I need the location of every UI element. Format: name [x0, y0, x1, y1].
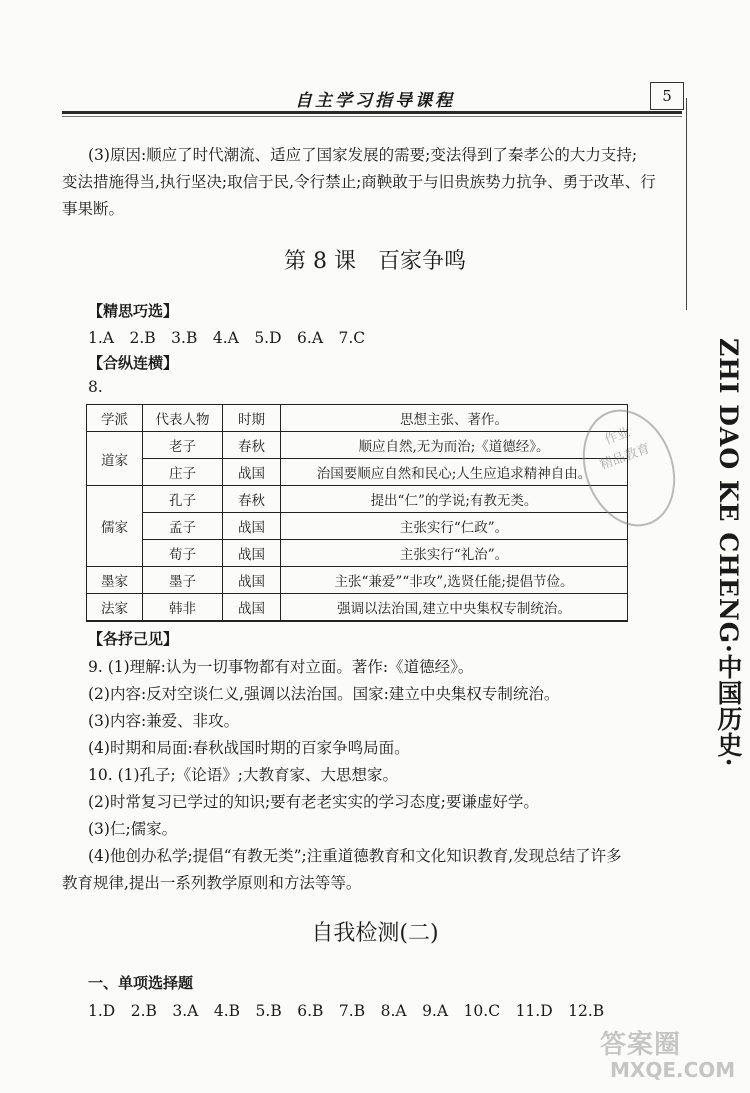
- table-cell-idea: 主张“兼爱”“非攻”,选贤任能;提倡节俭。: [281, 567, 628, 594]
- header-title: 自主学习指导课程: [295, 91, 455, 111]
- section-tag-jingsi: 【精思巧选】: [88, 302, 179, 320]
- table-cell-idea: 主张实行“仁政”。: [281, 513, 628, 540]
- answer-line: (4)时期和局面:春秋战国时期的百家争鸣局面。: [88, 739, 410, 757]
- intro-line-3: 事果断。: [62, 200, 125, 218]
- page-number: 5: [650, 82, 684, 110]
- answer-line: (3)内容:兼爱、非攻。: [88, 712, 240, 730]
- table-row: [87, 486, 628, 513]
- table-cell-period: 春秋: [223, 432, 281, 459]
- section-tag-hezong: 【合纵连横】: [88, 354, 179, 372]
- table-cell-school: 儒家: [87, 486, 143, 567]
- table-row: [87, 594, 628, 622]
- header-rule-thin: [62, 116, 682, 117]
- table-cell-idea: 主张实行“礼治”。: [281, 540, 628, 567]
- table-header-cell: 学派: [87, 405, 143, 432]
- answer-line: 10. (1)孔子;《论语》;大教育家、大思想家。: [88, 766, 398, 784]
- answer-line: (2)内容:反对空谈仁义,强调以法治国。国家:建立中央集权专制统治。: [88, 685, 560, 703]
- table-row: [87, 513, 628, 540]
- answer-line: 9. (1)理解:认为一切事物都有对立面。著作:《道德经》。: [88, 658, 474, 676]
- table-row: [87, 567, 628, 594]
- table-row: [87, 540, 628, 567]
- table-cell-idea: 顺应自然,无为而治;《道德经》。: [281, 432, 628, 459]
- table-header-row: [87, 405, 628, 432]
- section-tag-geshu: 【各抒己见】: [88, 630, 179, 648]
- watermark-logo: 答案圈: [600, 1030, 682, 1060]
- side-rule: [686, 98, 687, 310]
- table-header-cell: 代表人物: [143, 405, 223, 432]
- table-cell-idea: 提出“仁”的学说;有教无类。: [281, 486, 628, 513]
- table-header-cell: 思想主张、著作。: [281, 405, 628, 432]
- table-cell-person: 墨子: [143, 567, 223, 594]
- table-cell-idea: 强调以法治国,建立中央集权专制统治。: [281, 594, 628, 622]
- table-cell-period: 战国: [223, 540, 281, 567]
- self-test-section-tag: 一、单项选择题: [88, 974, 194, 992]
- table-cell-school: 墨家: [87, 567, 143, 594]
- table-cell-period: 战国: [223, 594, 281, 622]
- self-test-title: 自我检测(二): [311, 921, 439, 946]
- table-cell-period: 战国: [223, 567, 281, 594]
- header-rule: [62, 111, 682, 114]
- side-vertical-label: ZHI DAO KE CHENG·中国历史·: [714, 338, 743, 768]
- table-cell-person: 孟子: [143, 513, 223, 540]
- answer-line: (3)仁;儒家。: [88, 820, 178, 838]
- q8-label: 8.: [88, 378, 103, 396]
- answer-line: 教育规律,提出一系列教学原则和方法等等。: [62, 874, 362, 892]
- table-row: [87, 459, 628, 486]
- table-cell-person: 孔子: [143, 486, 223, 513]
- table-cell-person: 韩非: [143, 594, 223, 622]
- intro-line-1: (3)原因:顺应了时代潮流、适应了国家发展的需要;变法得到了秦孝公的大力支持;: [88, 146, 638, 164]
- table-cell-period: 战国: [223, 459, 281, 486]
- table-cell-person: 荀子: [143, 540, 223, 567]
- table-cell-person: 老子: [143, 432, 223, 459]
- answer-line: (2)时常复习已学过的知识;要有老老实实的学习态度;要谦虚好学。: [88, 793, 539, 811]
- table-row: [87, 432, 628, 459]
- schools-table: [86, 404, 628, 622]
- answer-line: (4)他创办私学;提倡“有教无类”;注重道德教育和文化知识教育,发现总结了许多: [88, 847, 622, 865]
- table-cell-person: 庄子: [143, 459, 223, 486]
- stamp-line-1: 作业: [602, 425, 633, 449]
- stamp-line-2: 精品教育: [598, 441, 653, 474]
- table-cell-idea: 治国要顺应自然和民心;人生应追求精神自由。: [281, 459, 628, 486]
- intro-line-2: 变法措施得当,执行坚决;取信于民,令行禁止;商鞅敢于与旧贵族势力抗争、勇于改革、行: [62, 173, 656, 191]
- self-test-answers: 1.D 2.B 3.A 4.B 5.B 6.B 7.B 8.A 9.A 10.C 11.D 12.B: [88, 1002, 605, 1020]
- table-cell-school: 道家: [87, 432, 143, 486]
- table-cell-period: 春秋: [223, 486, 281, 513]
- lesson-title: 第 8 课 百家争鸣: [284, 249, 466, 274]
- watermark-url: MXQE.COM: [610, 1058, 736, 1082]
- table-cell-period: 战国: [223, 513, 281, 540]
- table-cell-school: 法家: [87, 594, 143, 622]
- section1-answers: 1.A 2.B 3.B 4.A 5.D 6.A 7.C: [88, 329, 366, 347]
- table-header-cell: 时期: [223, 405, 281, 432]
